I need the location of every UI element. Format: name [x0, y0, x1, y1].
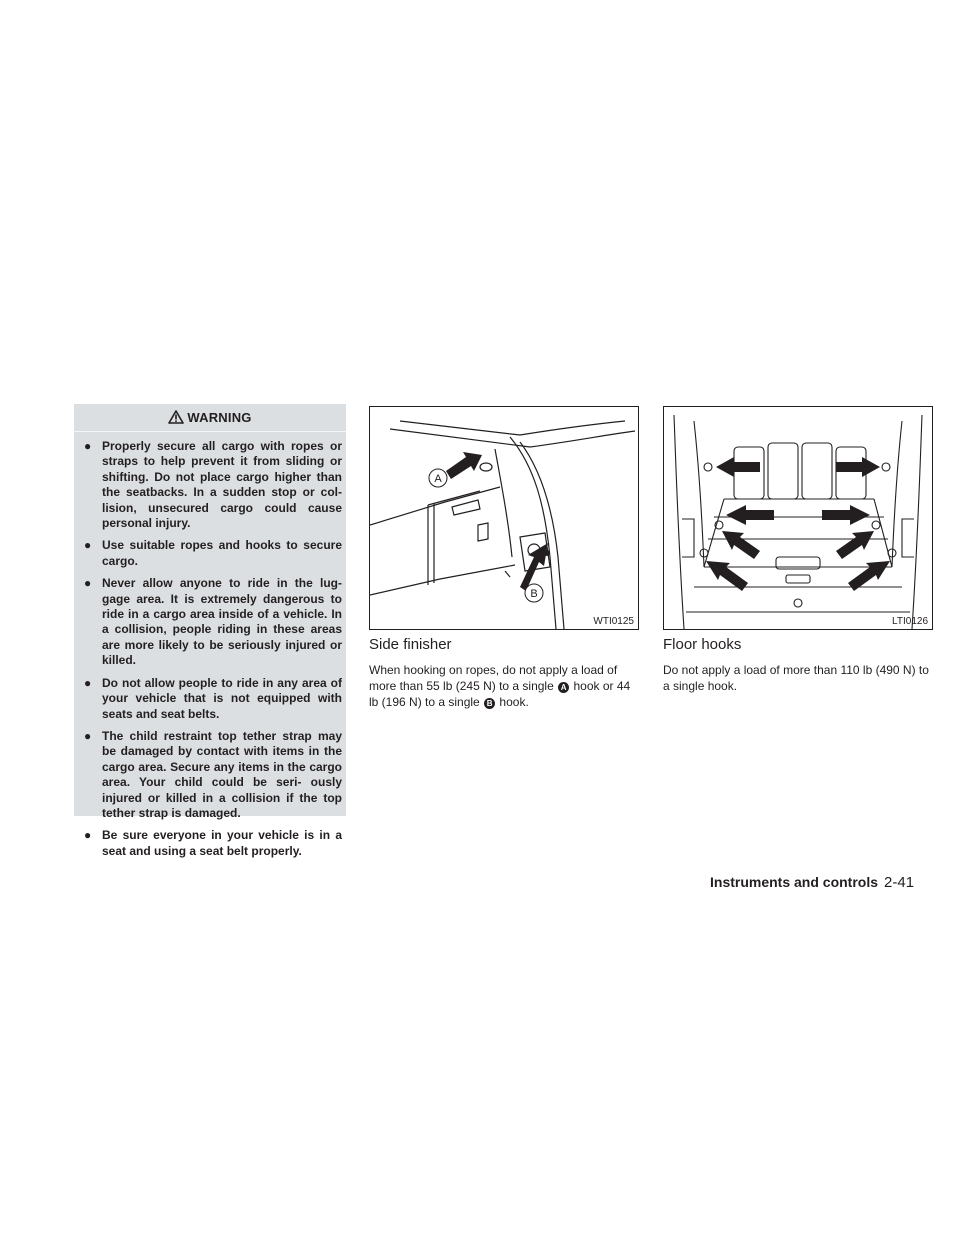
- floor-hooks-illustration: [663, 406, 933, 630]
- warning-triangle-icon: [168, 410, 184, 424]
- warning-item: ● Use suitable ropes and hooks to secure cargo.: [84, 538, 342, 568]
- side-finisher-body: When hooking on ropes, do not apply a load of more than 55 lb (245 N) to a single A hook or 44 lb (196 N) to a single B hook.: [369, 663, 631, 709]
- bullet-icon: ●: [84, 576, 92, 591]
- figure-code: WTI0125: [593, 616, 634, 627]
- bullet-icon: ●: [84, 828, 92, 843]
- floor-hooks-title: Floor hooks: [663, 636, 742, 653]
- label-a: A: [434, 473, 442, 485]
- bullet-icon: ●: [84, 538, 92, 553]
- floor-hooks-body: Do not apply a load of more than 110 lb (490 N) to a single hook.: [663, 663, 929, 693]
- floor-hooks-drawing: [664, 407, 932, 629]
- warning-item: ● Never allow anyone to ride in the lug- gage area. It is extremely dangerous to ride in a cargo area inside of a vehicle. In a collision, people riding in these areas are more likely to be seriously injured or killed.: [84, 576, 342, 668]
- warning-item: ● Properly secure all cargo with ropes or straps to help prevent it from sliding or shifting. Do not place cargo higher than the seatbacks. In a sudden stop or col- lision, unsecured cargo could cause personal injury.: [84, 439, 342, 531]
- side-finisher-title: Side finisher: [369, 636, 452, 653]
- side-finisher-illustration: [369, 406, 639, 630]
- footer-section: Instruments and controls: [710, 874, 879, 890]
- label-b-badge: B: [484, 698, 495, 709]
- warning-list: [84, 439, 342, 866]
- side-finisher-drawing: [370, 407, 638, 629]
- warning-divider: [74, 431, 346, 432]
- bullet-icon: ●: [84, 728, 92, 743]
- bullet-icon: ●: [84, 675, 92, 690]
- bullet-icon: ●: [84, 439, 92, 453]
- page-number: 2-41: [884, 874, 915, 891]
- figure-code: LTI0126: [892, 616, 928, 627]
- warning-item: ● Be sure everyone in your vehicle is in a seat and using a seat belt properly.: [84, 828, 342, 858]
- label-a-badge: A: [558, 682, 569, 693]
- warning-title: WARNING: [187, 409, 252, 425]
- label-b: B: [530, 588, 538, 600]
- page-footer: [710, 874, 914, 891]
- warning-item: ● The child restraint top tether strap may be damaged by contact with items in the cargo area. Secure any items in the cargo area. Your child could be seri- ously injured or killed in a collision if the top tether strap is damaged.: [84, 728, 342, 820]
- warning-header: [74, 404, 346, 430]
- warning-box: [74, 404, 346, 858]
- warning-item: ● Do not allow people to ride in any area of your vehicle that is not equipped with seats and seat belts.: [84, 675, 342, 721]
